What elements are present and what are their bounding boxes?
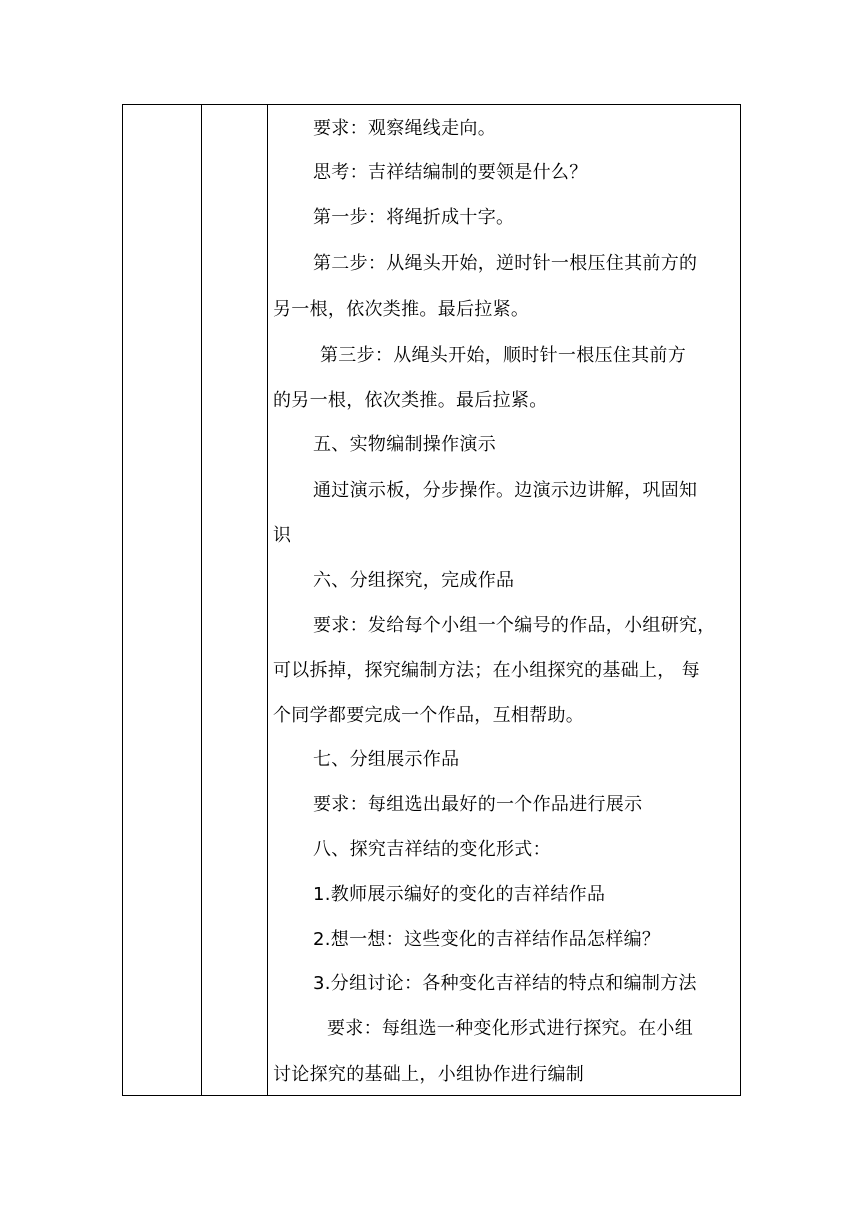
text-line: 第一步：将绳折成十字。 [313,207,515,228]
text-line: 五、实物编制操作演示 [313,434,496,455]
table-cell-second-column [202,105,267,1095]
text-line: 1.教师展示编好的变化的吉祥结作品 [313,884,606,905]
text-line: 七、分组展示作品 [313,749,460,770]
text-line: 可以拆掉，探究编制方法；在小组探究的基础上， 每 [273,660,700,681]
text-line: 六、分组探究，完成作品 [313,570,515,591]
table-cell-first-column [123,105,201,1095]
text-line: 2.想一想：这些变化的吉祥结作品怎样编？ [313,929,661,950]
text-line: 个同学都要完成一个作品，互相帮助。 [273,705,585,726]
text-line: 要求：每组选一种变化形式进行探究。在小组 [327,1018,693,1039]
text-line: 要求：发给每个小组一个编号的作品，小组研究， [313,615,716,636]
table-cell-content [273,105,734,1095]
text-line: 讨论探究的基础上，小组协作进行编制 [273,1064,585,1085]
text-line: 的另一根，依次类推。最后拉紧。 [273,390,548,411]
text-line: 通过演示板，分步操作。边演示边讲解，巩固知 [313,480,698,501]
text-line: 思考：吉祥结编制的要领是什么？ [313,162,588,183]
lesson-plan-table [122,104,741,1096]
text-line: 第二步：从绳头开始，逆时针一根压住其前方的 [313,253,698,274]
text-line: 第三步：从绳头开始，顺时针一根压住其前方 [320,345,686,366]
text-line: 另一根，依次类推。最后拉紧。 [273,299,530,320]
text-line: 要求：观察绳线走向。 [313,118,496,139]
column-divider [267,105,268,1095]
text-line: 要求：每组选出最好的一个作品进行展示 [313,794,643,815]
text-line: 八、探究吉祥结的变化形式： [313,839,551,860]
text-line: 3.分组讨论：各种变化吉祥结的特点和编制方法 [313,973,697,994]
text-line: 识 [273,525,292,546]
column-divider [201,105,202,1095]
